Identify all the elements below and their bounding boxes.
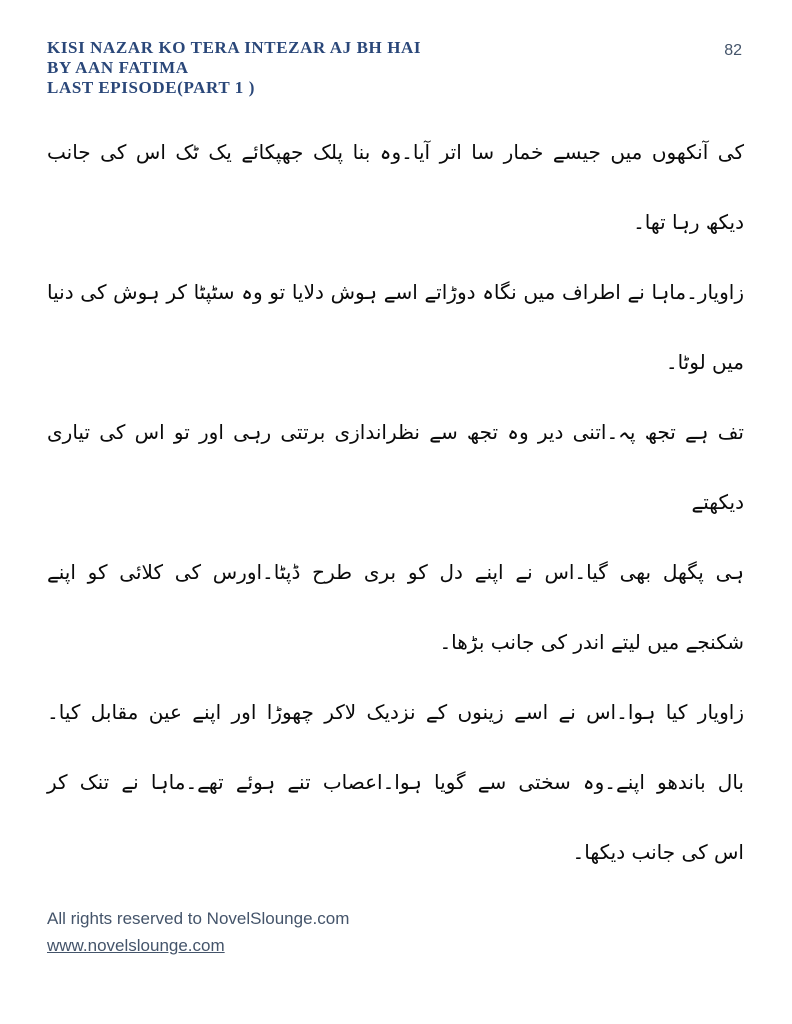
rights-text: All rights reserved to NovelSlounge.com [47, 909, 350, 928]
novel-author: BY AAN FATIMA [47, 58, 189, 77]
urdu-text-line: بال باندھو اپنے۔وہ سختی سے گویا ہوا۔اعصاب تنے ہوئے تھے۔ماہا نے تنک کر [47, 770, 744, 794]
urdu-text-line: زاویار۔ماہا نے اطراف میں نگاہ دوڑاتے اسے ہوش دلایا تو وہ سٹپٹا کر ہوش کی دنیا [47, 280, 744, 304]
novel-title: KISI NAZAR KO TERA INTEZAR AJ BH HAI [47, 38, 422, 57]
urdu-text-line: میں لوٹا۔ [665, 350, 744, 374]
urdu-text-line: اس کی جانب دیکھا۔ [572, 840, 744, 864]
body-text [47, 117, 744, 887]
urdu-text-line: دیکھ رہا تھا۔ [633, 210, 744, 234]
urdu-text-line: زاویار کیا ہوا۔اس نے اسے زینوں کے نزدیک لاکر چھوڑا اور اپنے عین مقابل کیا۔ [47, 700, 744, 724]
page-footer [47, 905, 349, 959]
urdu-text-line: شکنجے میں لیتے اندر کی جانب بڑھا۔ [439, 630, 744, 654]
urdu-text-line: کی آنکھوں میں جیسے خمار سا اتر آیا۔وہ بنا پلک جھپکائے یک ٹک اس کی جانب [47, 140, 744, 164]
urdu-text-line: ہی پگھل بھی گیا۔اس نے اپنے دل کو بری طرح ڈپٹا۔اورس کی کلائی کو اپنے [47, 560, 744, 584]
episode-label: LAST EPISODE(PART 1 ) [47, 78, 256, 97]
page-number: 82 [724, 42, 742, 59]
urdu-text-line: تف ہے تجھ پہ۔اتنی دیر وہ تجھ سے نظراندازی برتتی رہی اور تو اس کی تیاری دیکھتے [47, 420, 744, 514]
page-header [47, 38, 421, 98]
website-link[interactable]: www.novelslounge.com [47, 936, 225, 955]
